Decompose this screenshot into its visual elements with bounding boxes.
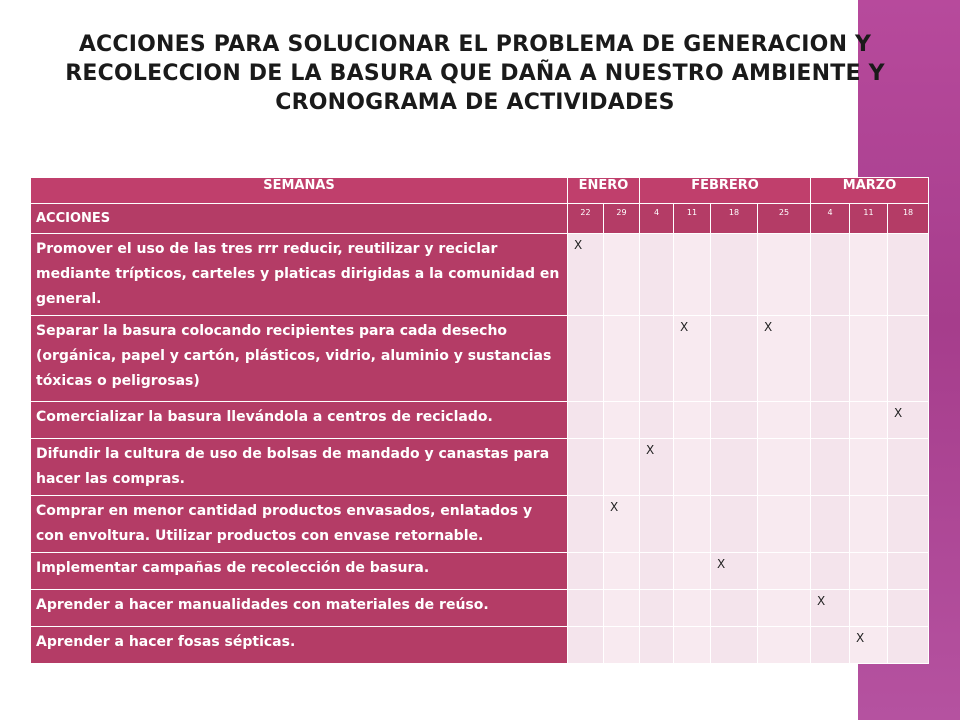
schedule-mark xyxy=(758,496,810,500)
schedule-cell xyxy=(758,439,811,496)
schedule-mark xyxy=(568,590,603,594)
schedule-mark xyxy=(640,590,673,594)
schedule-mark: X xyxy=(610,500,619,514)
schedule-mark xyxy=(604,234,639,238)
schedule-cell xyxy=(811,316,850,402)
schedule-cell xyxy=(850,316,888,402)
action-text: Aprender a hacer manualidades con materiales de reúso. xyxy=(31,590,568,627)
schedule-mark xyxy=(711,402,757,406)
schedule-cell xyxy=(888,234,929,316)
week-cell: 4 xyxy=(811,204,850,234)
schedule-mark xyxy=(568,316,603,320)
schedule-mark: X xyxy=(717,557,726,571)
schedule-mark xyxy=(711,496,757,500)
schedule-mark xyxy=(888,316,928,320)
title-line-3: CRONOGRAMA DE ACTIVIDADES xyxy=(275,90,675,115)
schedule-cell xyxy=(711,439,758,496)
schedule-cell xyxy=(888,402,929,439)
schedule-mark xyxy=(888,496,928,500)
schedule-cell xyxy=(674,402,711,439)
schedule-cell xyxy=(758,553,811,590)
schedule-cell xyxy=(811,439,850,496)
schedule-mark xyxy=(674,402,710,406)
schedule-cell xyxy=(758,496,811,553)
schedule-cell xyxy=(674,627,711,664)
table-row xyxy=(31,627,929,664)
schedule-cell xyxy=(758,402,811,439)
schedule-mark xyxy=(674,496,710,500)
schedule-cell xyxy=(711,234,758,316)
schedule-mark xyxy=(811,553,849,557)
table-row xyxy=(31,234,929,316)
schedule-mark xyxy=(604,402,639,406)
table-row xyxy=(31,439,929,496)
action-text: Aprender a hacer fosas sépticas. xyxy=(31,627,568,664)
schedule-mark xyxy=(758,439,810,443)
schedule-cell xyxy=(811,627,850,664)
schedule-cell xyxy=(640,234,674,316)
schedule-cell xyxy=(888,496,929,553)
schedule-mark xyxy=(888,439,928,443)
schedule-cell xyxy=(640,316,674,402)
schedule-cell xyxy=(640,590,674,627)
schedule-mark xyxy=(758,234,810,238)
header-marzo: MARZO xyxy=(811,178,929,204)
schedule-mark xyxy=(640,234,673,238)
action-text: Difundir la cultura de uso de bolsas de mandado y canastas para hacer las compras. xyxy=(31,439,568,496)
schedule-mark xyxy=(568,402,603,406)
week-cell: 11 xyxy=(674,204,711,234)
schedule-cell xyxy=(604,553,640,590)
page-title xyxy=(60,30,890,117)
schedule-cell xyxy=(850,590,888,627)
schedule-mark xyxy=(888,627,928,631)
action-text: Promover el uso de las tres rrr reducir, reutilizar y reciclar mediante trípticos, carteles y platicas dirigidas a la comunidad en general. xyxy=(31,234,568,316)
schedule-mark xyxy=(758,627,810,631)
schedule-mark xyxy=(604,316,639,320)
schedule-cell xyxy=(568,234,604,316)
schedule-mark xyxy=(850,496,887,500)
schedule-mark xyxy=(850,234,887,238)
schedule-cell xyxy=(568,496,604,553)
schedule-cell xyxy=(568,590,604,627)
schedule-mark xyxy=(640,627,673,631)
schedule-cell xyxy=(674,553,711,590)
schedule-cell xyxy=(568,553,604,590)
schedule-cell xyxy=(640,627,674,664)
schedule-cell xyxy=(811,234,850,316)
schedule-mark xyxy=(811,402,849,406)
schedule-cell xyxy=(568,627,604,664)
header-acciones: ACCIONES xyxy=(31,204,568,234)
schedule-mark xyxy=(711,316,757,320)
schedule-mark xyxy=(674,439,710,443)
schedule-cell xyxy=(711,316,758,402)
schedule-mark xyxy=(811,439,849,443)
schedule-mark xyxy=(811,496,849,500)
schedule-cell xyxy=(850,439,888,496)
schedule-mark: X xyxy=(764,320,773,334)
schedule-cell xyxy=(604,590,640,627)
schedule-mark xyxy=(758,553,810,557)
table-row xyxy=(31,590,929,627)
schedule-cell xyxy=(811,402,850,439)
schedule-mark xyxy=(758,402,810,406)
schedule-mark xyxy=(711,439,757,443)
schedule-cell xyxy=(674,316,711,402)
schedule-cell xyxy=(568,402,604,439)
schedule-cell xyxy=(674,439,711,496)
schedule-cell xyxy=(640,496,674,553)
schedule-cell xyxy=(811,496,850,553)
header-febrero: FEBRERO xyxy=(640,178,811,204)
title-line-2: RECOLECCION DE LA BASURA QUE DAÑA A NUESTRO AMBIENTE Y xyxy=(65,61,885,86)
table-row xyxy=(31,402,929,439)
week-cell: 29 xyxy=(604,204,640,234)
schedule-cell xyxy=(604,439,640,496)
schedule-mark xyxy=(640,316,673,320)
schedule-cell xyxy=(850,234,888,316)
schedule-mark xyxy=(640,553,673,557)
schedule-mark xyxy=(640,496,673,500)
title-line-1: ACCIONES PARA SOLUCIONAR EL PROBLEMA DE GENERACION Y xyxy=(78,32,872,57)
schedule-mark xyxy=(850,553,887,557)
week-cell: 11 xyxy=(850,204,888,234)
schedule-cell xyxy=(758,234,811,316)
schedule-mark xyxy=(568,627,603,631)
schedule-cell xyxy=(640,439,674,496)
schedule-mark xyxy=(711,627,757,631)
schedule-mark: X xyxy=(817,594,826,608)
schedule-mark: X xyxy=(646,443,655,457)
header-semanas: SEMANAS xyxy=(31,178,568,204)
schedule-cell xyxy=(711,496,758,553)
header-enero: ENERO xyxy=(568,178,640,204)
schedule-mark xyxy=(640,402,673,406)
schedule-mark xyxy=(850,590,887,594)
schedule-cell xyxy=(850,402,888,439)
schedule-cell xyxy=(568,316,604,402)
schedule-mark xyxy=(811,627,849,631)
schedule-cell xyxy=(888,439,929,496)
schedule-cell xyxy=(604,316,640,402)
schedule-mark xyxy=(811,234,849,238)
schedule-cell xyxy=(850,627,888,664)
action-text: Comprar en menor cantidad productos envasados, enlatados y con envoltura. Utilizar productos con envase retornable. xyxy=(31,496,568,553)
schedule-mark xyxy=(568,553,603,557)
schedule-mark xyxy=(604,590,639,594)
schedule-mark xyxy=(758,590,810,594)
schedule-cell xyxy=(640,553,674,590)
schedule-cell xyxy=(850,496,888,553)
schedule-cell xyxy=(640,402,674,439)
schedule-cell xyxy=(711,590,758,627)
table-row xyxy=(31,553,929,590)
weeks-row xyxy=(31,204,929,234)
table-row xyxy=(31,496,929,553)
schedule-mark: X xyxy=(894,406,903,420)
action-rows xyxy=(31,234,929,664)
week-cell: 18 xyxy=(711,204,758,234)
schedule-mark xyxy=(604,627,639,631)
schedule-mark xyxy=(674,553,710,557)
schedule-cell xyxy=(674,234,711,316)
schedule-mark: X xyxy=(574,238,583,252)
week-cell: 4 xyxy=(640,204,674,234)
schedule-table xyxy=(30,177,929,664)
schedule-mark xyxy=(711,234,757,238)
schedule-mark xyxy=(604,553,639,557)
table-row xyxy=(31,316,929,402)
schedule-cell xyxy=(604,402,640,439)
schedule-cell xyxy=(811,590,850,627)
schedule-mark xyxy=(888,234,928,238)
schedule-cell xyxy=(811,553,850,590)
week-cell: 18 xyxy=(888,204,929,234)
header-row xyxy=(31,178,929,204)
schedule-mark xyxy=(674,590,710,594)
action-text: Implementar campañas de recolección de basura. xyxy=(31,553,568,590)
schedule-cell xyxy=(568,439,604,496)
schedule-mark xyxy=(568,439,603,443)
schedule-cell xyxy=(604,234,640,316)
schedule-mark xyxy=(674,627,710,631)
schedule-mark xyxy=(850,402,887,406)
schedule-mark xyxy=(850,439,887,443)
schedule-cell xyxy=(888,590,929,627)
schedule-cell xyxy=(888,553,929,590)
schedule-mark xyxy=(850,316,887,320)
schedule-mark xyxy=(888,590,928,594)
schedule-mark: X xyxy=(856,631,865,645)
schedule-mark xyxy=(568,496,603,500)
schedule-cell xyxy=(711,402,758,439)
week-cell: 25 xyxy=(758,204,811,234)
schedule-cell xyxy=(711,627,758,664)
action-text: Separar la basura colocando recipientes para cada desecho (orgánica, papel y cartón, plásticos, vidrio, aluminio y sustancias tóxicas o peligrosas) xyxy=(31,316,568,402)
schedule-mark xyxy=(674,234,710,238)
schedule-cell xyxy=(850,553,888,590)
schedule-cell xyxy=(758,590,811,627)
schedule-cell xyxy=(758,627,811,664)
schedule-cell xyxy=(604,627,640,664)
schedule-cell xyxy=(604,496,640,553)
week-cell: 22 xyxy=(568,204,604,234)
schedule-mark xyxy=(604,439,639,443)
schedule-mark xyxy=(888,553,928,557)
schedule-cell xyxy=(674,496,711,553)
schedule-cell xyxy=(888,316,929,402)
schedule-cell xyxy=(888,627,929,664)
schedule-mark xyxy=(811,316,849,320)
schedule-cell xyxy=(758,316,811,402)
action-text: Comercializar la basura llevándola a centros de reciclado. xyxy=(31,402,568,439)
schedule-mark: X xyxy=(680,320,689,334)
schedule-mark xyxy=(711,590,757,594)
schedule-cell xyxy=(711,553,758,590)
schedule-cell xyxy=(674,590,711,627)
